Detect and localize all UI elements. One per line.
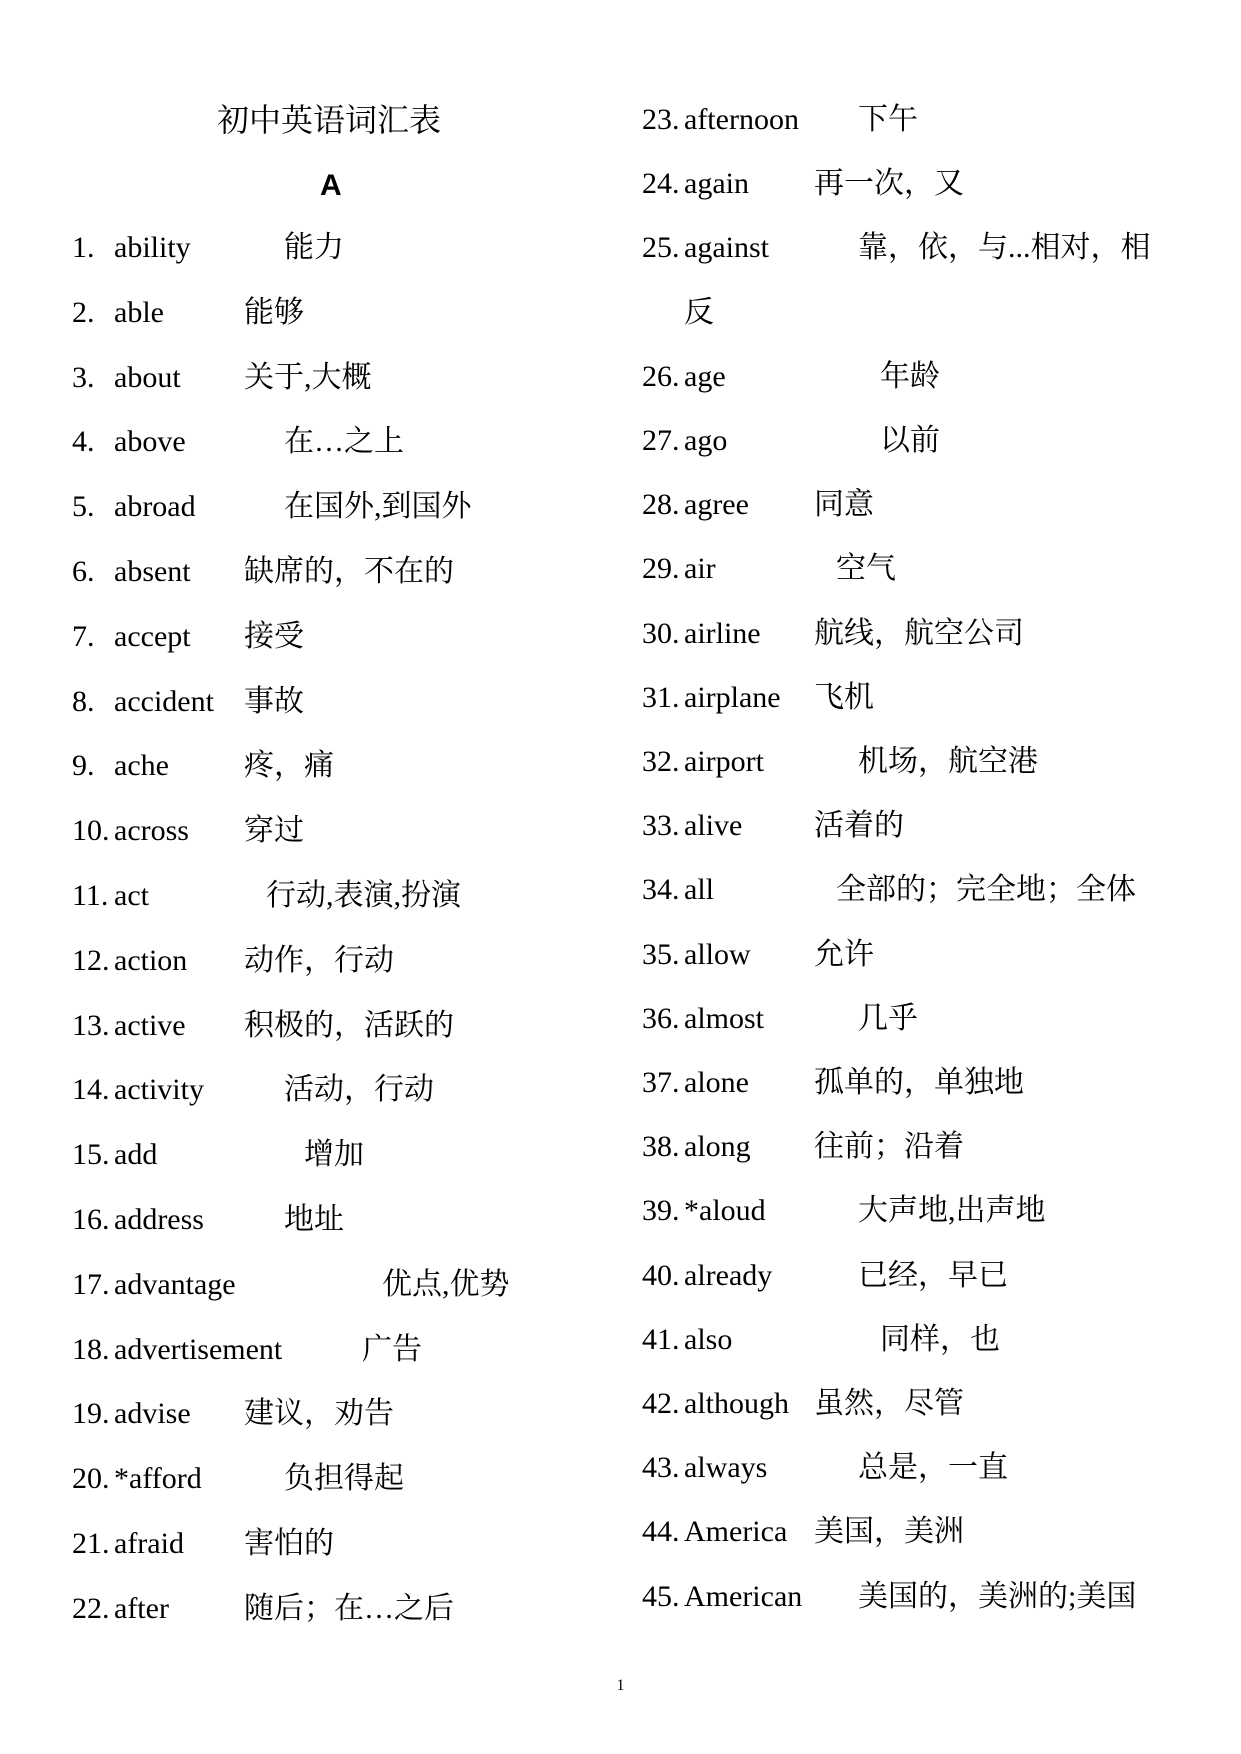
entry-number: 32. xyxy=(642,745,680,778)
entry-meaning: 行动,表演,扮演 xyxy=(266,879,461,912)
entry-word: American xyxy=(684,1580,803,1613)
entry-meaning: 同意 xyxy=(814,488,874,521)
entry-meaning: 总是，一直 xyxy=(858,1451,1008,1484)
entry-meaning: 接受 xyxy=(244,620,304,653)
entry-meaning: 靠，依，与...相对，相 xyxy=(858,231,1151,264)
entry-meaning: 机场，航空港 xyxy=(858,745,1038,778)
entry-word: afternoon xyxy=(684,103,799,136)
entry-number: 4. xyxy=(72,425,95,458)
entry-meaning: 以前 xyxy=(880,424,940,457)
entry-meaning: 空气 xyxy=(836,552,896,585)
entry-number: 11. xyxy=(72,879,109,912)
entry-word: airline xyxy=(684,617,761,650)
entry-meaning: 增加 xyxy=(304,1138,364,1171)
entry-meaning: 负担得起 xyxy=(284,1462,404,1495)
entry-number: 25. xyxy=(642,231,680,264)
entry-number: 43. xyxy=(642,1451,680,1484)
entry-word: air xyxy=(684,552,716,585)
entry-word: airplane xyxy=(684,681,781,714)
entry-meaning: 同样，也 xyxy=(880,1323,1000,1356)
entry-word: advertisement xyxy=(114,1333,283,1366)
entry-meaning: 活动，行动 xyxy=(284,1073,434,1106)
entry-word: along xyxy=(684,1130,751,1163)
entry-word: able xyxy=(114,296,164,329)
entry-number: 21. xyxy=(72,1527,110,1560)
entry-meaning: 在国外,到国外 xyxy=(284,490,472,523)
entry-word: advantage xyxy=(114,1268,236,1301)
entry-meaning: 允许 xyxy=(814,938,874,971)
entry-meaning: 害怕的 xyxy=(244,1527,334,1560)
entry-word: although xyxy=(684,1387,789,1420)
entry-number: 30. xyxy=(642,617,680,650)
entry-number: 19. xyxy=(72,1397,110,1430)
entry-meaning: 疼，痛 xyxy=(244,749,334,782)
entry-number: 28. xyxy=(642,488,680,521)
entry-word: afraid xyxy=(114,1527,184,1560)
entry-number: 22. xyxy=(72,1592,110,1625)
entry-word: agree xyxy=(684,488,749,521)
entry-meaning: 下午 xyxy=(858,103,918,136)
entry-meaning: 事故 xyxy=(244,685,304,718)
entry-number: 17. xyxy=(72,1268,110,1301)
entry-meaning: 广告 xyxy=(362,1333,422,1366)
entry-word: alive xyxy=(684,809,743,842)
entry-word: airport xyxy=(684,745,764,778)
entry-number: 23. xyxy=(642,103,680,136)
entry-word: all xyxy=(684,873,714,906)
entry-number: 6. xyxy=(72,555,95,588)
entry-number: 33. xyxy=(642,809,680,842)
entry-meaning: 地址 xyxy=(284,1203,344,1236)
entry-meaning: 年龄 xyxy=(880,360,940,393)
entry-word: active xyxy=(114,1009,186,1042)
entry-word: act xyxy=(114,879,149,912)
entry-meaning: 再一次，又 xyxy=(814,167,964,200)
entry-word: action xyxy=(114,944,188,977)
entry-meaning: 虽然，尽管 xyxy=(814,1387,964,1420)
entry-number: 34. xyxy=(642,873,680,906)
entry-number: 38. xyxy=(642,1130,680,1163)
entry-meaning: 活着的 xyxy=(814,809,904,842)
entry-number: 8. xyxy=(72,685,95,718)
entry-number: 31. xyxy=(642,681,680,714)
entry-word: accept xyxy=(114,620,191,653)
entry-meaning: 孤单的，单独地 xyxy=(814,1066,1024,1099)
entry-word: *aloud xyxy=(684,1194,766,1227)
entry-meaning: 美国的，美洲的;美国 xyxy=(858,1580,1137,1613)
entry-meaning: 几乎 xyxy=(858,1002,918,1035)
entry-word: add xyxy=(114,1138,158,1171)
entry-word: ago xyxy=(684,424,728,457)
entry-word: alone xyxy=(684,1066,749,1099)
entry-meaning: 往前；沿着 xyxy=(814,1130,964,1163)
entry-word: absent xyxy=(114,555,191,588)
entry-word: against xyxy=(684,231,769,264)
entry-word: ability xyxy=(114,231,191,264)
entry-word: allow xyxy=(684,938,751,971)
entry-meaning: 随后；在…之后 xyxy=(244,1592,454,1625)
entry-word: across xyxy=(114,814,189,847)
entry-meaning: 航线，航空公司 xyxy=(814,617,1024,650)
entry-word: also xyxy=(684,1323,733,1356)
entry-word: *afford xyxy=(114,1462,202,1495)
entry-number: 35. xyxy=(642,938,680,971)
entry-word: address xyxy=(114,1203,204,1236)
entry-meaning: 缺席的，不在的 xyxy=(244,555,454,588)
entry-word: already xyxy=(684,1259,773,1292)
entry-meaning: 在…之上 xyxy=(284,425,404,458)
entry-word: ache xyxy=(114,749,169,782)
entry-word: again xyxy=(684,167,749,200)
entry-number: 39. xyxy=(642,1194,680,1227)
entry-number: 29. xyxy=(642,552,680,585)
entry-meaning: 美国，美洲 xyxy=(814,1515,964,1548)
entry-word: America xyxy=(684,1515,788,1548)
entry-word: always xyxy=(684,1451,768,1484)
entry-number: 37. xyxy=(642,1066,680,1099)
entry-meaning: 反 xyxy=(684,296,714,329)
entry-number: 44. xyxy=(642,1515,680,1548)
entry-meaning: 能够 xyxy=(244,296,304,329)
entry-meaning: 建议，劝告 xyxy=(244,1397,394,1430)
entry-number: 14. xyxy=(72,1073,110,1106)
entry-number: 26. xyxy=(642,360,680,393)
entry-number: 10. xyxy=(72,814,110,847)
entry-number: 13. xyxy=(72,1009,110,1042)
entry-meaning: 能力 xyxy=(284,231,344,264)
entry-word: about xyxy=(114,361,181,394)
entry-number: 42. xyxy=(642,1387,680,1420)
entry-number: 40. xyxy=(642,1259,680,1292)
entry-number: 45. xyxy=(642,1580,680,1613)
entry-word: above xyxy=(114,425,186,458)
entry-meaning: 关于,大概 xyxy=(244,361,372,394)
entry-number: 20. xyxy=(72,1462,110,1495)
document-title: 初中英语词汇表 xyxy=(217,102,442,138)
entry-meaning: 优点,优势 xyxy=(382,1268,510,1301)
entry-word: age xyxy=(684,360,726,393)
entry-number: 27. xyxy=(642,424,680,457)
entry-number: 2. xyxy=(72,296,95,329)
entry-meaning: 飞机 xyxy=(814,681,874,714)
entry-number: 1. xyxy=(72,231,95,264)
entry-number: 5. xyxy=(72,490,95,523)
entry-word: after xyxy=(114,1592,169,1625)
entry-word: abroad xyxy=(114,490,196,523)
entry-number: 41. xyxy=(642,1323,680,1356)
entry-number: 9. xyxy=(72,749,95,782)
entry-word: accident xyxy=(114,685,214,718)
entry-meaning: 全部的；完全地；全体 xyxy=(836,873,1136,906)
entry-number: 36. xyxy=(642,1002,680,1035)
entry-meaning: 大声地,出声地 xyxy=(858,1194,1046,1227)
entry-number: 16. xyxy=(72,1203,110,1236)
entry-word: almost xyxy=(684,1002,764,1035)
page-number: 1 xyxy=(616,1677,625,1694)
entry-number: 15. xyxy=(72,1138,110,1171)
entry-number: 7. xyxy=(72,620,95,653)
entry-number: 18. xyxy=(72,1333,110,1366)
entry-meaning: 积极的，活跃的 xyxy=(244,1009,454,1042)
entry-word: activity xyxy=(114,1073,204,1106)
entry-meaning: 穿过 xyxy=(244,814,304,847)
entry-number: 3. xyxy=(72,361,95,394)
entry-meaning: 动作，行动 xyxy=(244,944,394,977)
entry-number: 24. xyxy=(642,167,680,200)
entry-meaning: 已经，早已 xyxy=(858,1259,1008,1292)
entry-number: 12. xyxy=(72,944,110,977)
section-heading: A xyxy=(320,169,342,202)
entry-word: advise xyxy=(114,1397,191,1430)
